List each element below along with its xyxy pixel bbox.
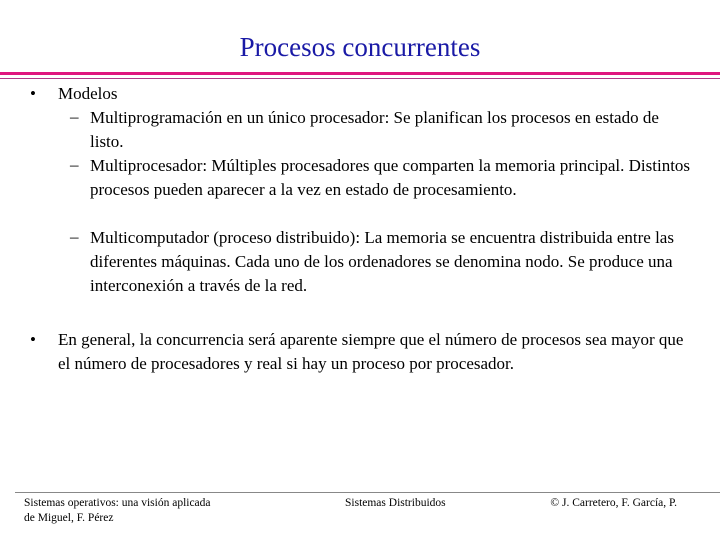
title-rule — [0, 72, 720, 75]
sub-item-multiprocesador: Multiprocesador: Múltiples procesadores que comparten la memoria principal. Distintos procesos pueden aparecer a la vez en estado de procesamiento. — [90, 156, 691, 199]
dash-symbol: – — [70, 155, 79, 174]
sub-item-multiprogramacion: Multiprogramación en un único procesador: Se planifican los procesos en estado de listo. — [90, 108, 659, 151]
footer-copyright: © J. Carretero, F. García, P. — [550, 497, 677, 509]
bullet-models-label: Modelos — [58, 84, 118, 103]
bullet-general-text: En general, la concurrencia será aparente siempre que el número de procesos sea mayor que el número de procesadores y real si hay un proceso por procesador. — [58, 330, 684, 373]
title-rule-thin — [0, 78, 720, 79]
bullet-symbol: • — [30, 330, 36, 349]
dash-symbol: – — [70, 107, 79, 126]
footer-course: Sistemas Distribuidos — [345, 497, 446, 509]
slide-title: Procesos concurrentes — [239, 32, 481, 62]
footer-book-credit — [24, 496, 254, 526]
footer-rule — [15, 492, 720, 493]
bullet-symbol: • — [30, 84, 36, 103]
sub-item-multicomputador: Multicomputador (proceso distribuido): La memoria se encuentra distribuida entre las diferentes máquinas. Cada uno de los ordenadores se denomina nodo. Se produce una interconexión a través de la red. — [90, 228, 674, 295]
dash-symbol: – — [70, 227, 79, 246]
footer-book-title: Sistemas operativos: una visión aplicada — [24, 497, 211, 509]
footer-book-authors: de Miguel, F. Pérez — [24, 512, 114, 524]
